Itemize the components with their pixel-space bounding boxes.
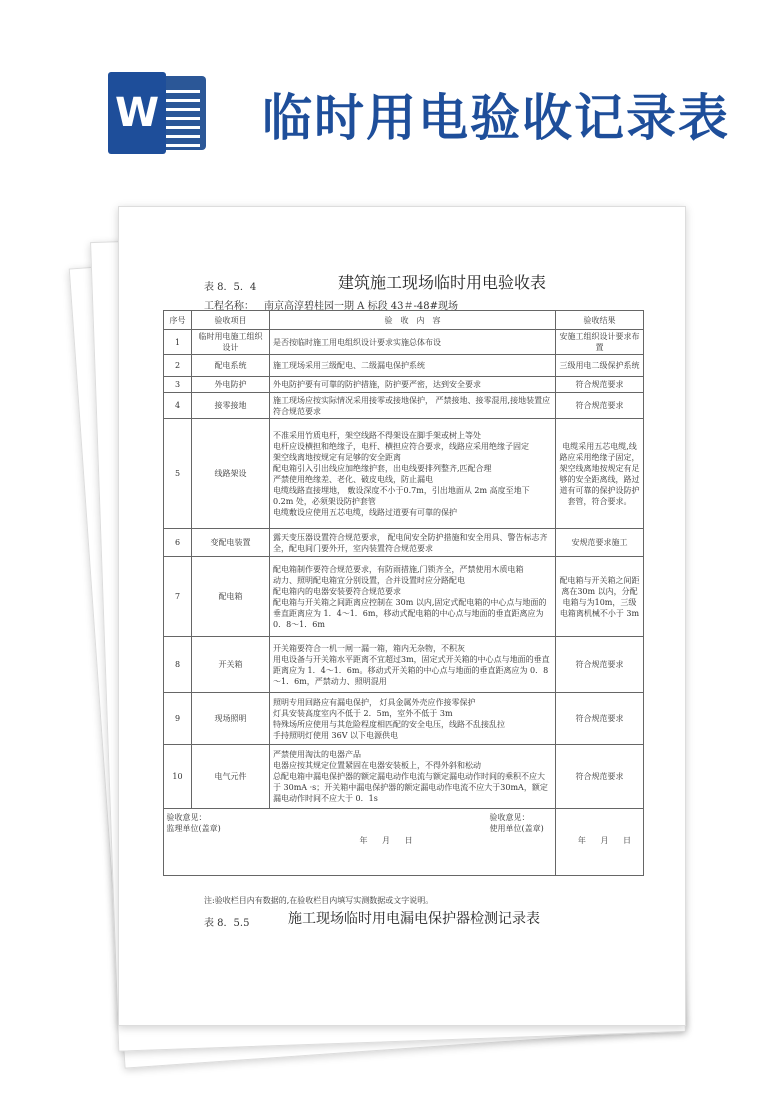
user-opinion-label: 验收意见： — [489, 813, 530, 822]
user-unit-label: 使用单位(盖章) — [489, 824, 544, 833]
footnote: 注:验收栏目内有数据的,在验收栏目内填写实测数据或文字说明。 — [204, 896, 434, 905]
table-row — [164, 693, 644, 745]
row-content: 不准采用竹质电杆，架空线路不得架设在脚手架或树上等处 电杆应设横担和绝缘子，电杆、横担应符合要求，线路应采用绝缘子固定 架空线离地按规定有足够的安全距离 配电箱引入引出线应加绝缘护套，出电线要排列整齐,匹配合理 严禁使用绝缘差、老化、破皮电线，防止漏电 电缆线路直接埋地， 敷设深度不小于0.7m，引出地面从 2m 高度至地下 0.2m 处，必须架设防护套管 电缆敷设应使用五芯电缆，线路过道要有可靠的保护 — [270, 419, 556, 529]
row-no: 3 — [164, 377, 192, 393]
table-row — [164, 393, 644, 419]
row-content: 开关箱要符合一机一闸一漏一箱，箱内无杂物，不积灰 用电设备与开关箱水平距离不宜超过3m，固定式开关箱的中心点与地面的垂直距离应为 1．4～1．6m。移动式开关箱的中心点与地面的垂直距离应为 0．8～1．6m，严禁动力、照明混用 — [270, 637, 556, 693]
table-row — [164, 355, 644, 377]
row-item: 外电防护 — [192, 377, 270, 393]
col-header-no: 序号 — [164, 311, 192, 330]
table-row — [164, 557, 644, 637]
row-content: 露天变压器设置符合规范要求， 配电间安全防护措施和安全用具、警告标志齐全，配电间门要外开，室内装置符合规范要求 — [270, 529, 556, 557]
row-no: 10 — [164, 745, 192, 809]
project-value: 南京高淳碧桂园一期 A 标段 43＃-48#现场 — [264, 301, 458, 312]
row-item: 配电系统 — [192, 355, 270, 377]
row-no: 1 — [164, 330, 192, 355]
supervision-unit-label: 监理单位(盖章) — [166, 824, 221, 833]
project-label: 工程名称： — [204, 301, 254, 312]
table-row — [164, 529, 644, 557]
row-item: 现场照明 — [192, 693, 270, 745]
row-result: 电缆采用五芯电缆,线路应采用绝缘子固定，架空线离地按规定有足够的安全距离线，路过道有可靠的保护设防护套管，符合要求。 — [556, 419, 644, 529]
table-row — [164, 637, 644, 693]
row-result: 符合规范要求 — [556, 393, 644, 419]
row-item: 临时用电施工组织设计 — [192, 330, 270, 355]
word-logo-lines — [166, 90, 200, 153]
supervision-date: 年 月 日 — [359, 836, 413, 845]
row-result: 符合规范要求 — [556, 693, 644, 745]
table-row — [164, 377, 644, 393]
word-logo-icon — [108, 72, 208, 154]
document-page — [118, 206, 684, 1024]
row-content: 是否按临时施工用电组织设计要求实施总体布设 — [270, 330, 556, 355]
row-content: 施工现场采用三级配电、二级漏电保护系统 — [270, 355, 556, 377]
row-content: 严禁使用淘汰的电器产品 电器应按其规定位置紧固在电器安装板上，不得外斜和松动 总配电箱中漏电保护器的额定漏电动作电流与额定漏电动作时间的乘积不应大于 30mA ·s；开关箱中漏电保护器的额定漏电动作电流不应大于30mA，额定漏电动作时间不应大于 0．1s — [270, 745, 556, 809]
table-number: 表 8．5．4 — [204, 282, 257, 293]
row-item: 电气元件 — [192, 745, 270, 809]
row-no: 9 — [164, 693, 192, 745]
user-signature-area — [556, 809, 644, 876]
row-no: 2 — [164, 355, 192, 377]
row-result: 配电箱与开关箱之间距离在30m 以内，分配电箱与为10m，三级电箱离机械不小于 3m — [556, 557, 644, 637]
row-result: 安规范要求施工 — [556, 529, 644, 557]
row-result: 符合规范要求 — [556, 745, 644, 809]
row-item: 变配电装置 — [192, 529, 270, 557]
row-item: 开关箱 — [192, 637, 270, 693]
document-title-2: 施工现场临时用电漏电保护器检测记录表 — [288, 911, 540, 927]
row-content: 外电防护要有可靠的防护措施，防护要严密，达到安全要求 — [270, 377, 556, 393]
row-no: 5 — [164, 419, 192, 529]
row-result: 安施工组织设计要求布置 — [556, 330, 644, 355]
table-row — [164, 419, 644, 529]
row-no: 4 — [164, 393, 192, 419]
row-no: 7 — [164, 557, 192, 637]
table-number-2: 表 8．5.5 — [204, 918, 250, 929]
supervision-opinion-label: 验收意见： — [166, 813, 207, 822]
supervision-signature-area — [166, 809, 556, 876]
table-row — [164, 745, 644, 809]
col-header-result: 验收结果 — [556, 311, 644, 330]
table-header-row — [164, 311, 644, 330]
col-header-content: 验 收 内 容 — [270, 311, 556, 330]
row-item: 线路架设 — [192, 419, 270, 529]
inspection-table — [163, 310, 644, 876]
user-date: 年 月 日 — [577, 836, 631, 845]
table-row — [164, 330, 644, 355]
row-item: 配电箱 — [192, 557, 270, 637]
signature-row — [164, 809, 644, 876]
word-logo-letter: W — [108, 72, 166, 154]
row-content: 配电箱制作要符合规范要求，有防雨措施,门锁齐全，严禁使用木质电箱 动力、照明配电箱宜分别设置，合并设置时应分路配电 配电箱内的电器安装要符合规范要求 配电箱与开关箱之间距离应控制在 30m 以内,固定式配电箱的中心点与地面的垂直距离应为 1．4～1．6m，移动式配电箱的中心点与地面的垂直距离应为 0．8～1．6m — [270, 557, 556, 637]
row-result: 符合规范要求 — [556, 637, 644, 693]
document-title: 建筑施工现场临时用电验收表 — [338, 273, 547, 292]
row-item: 接零接地 — [192, 393, 270, 419]
col-header-item: 验收项目 — [192, 311, 270, 330]
page-title: 临时用电验收记录表 — [262, 89, 730, 147]
row-result: 符合规范要求 — [556, 377, 644, 393]
row-result: 三级用电二级保护系统 — [556, 355, 644, 377]
row-content: 照明专用回路应有漏电保护， 灯具金属外壳应作接零保护 灯具安装高度室内不低于 2．5m，室外不低于 3m 特殊场所应使用与其危险程度相匹配的安全电压，线路不乱接乱拉 手持照明灯使用 36V 以下电源供电 — [270, 693, 556, 745]
row-no: 6 — [164, 529, 192, 557]
row-no: 8 — [164, 637, 192, 693]
row-content: 施工现场应按实际情况采用接零或接地保护， 严禁接地、接零混用,接地装置应符合规范要求 — [270, 393, 556, 419]
